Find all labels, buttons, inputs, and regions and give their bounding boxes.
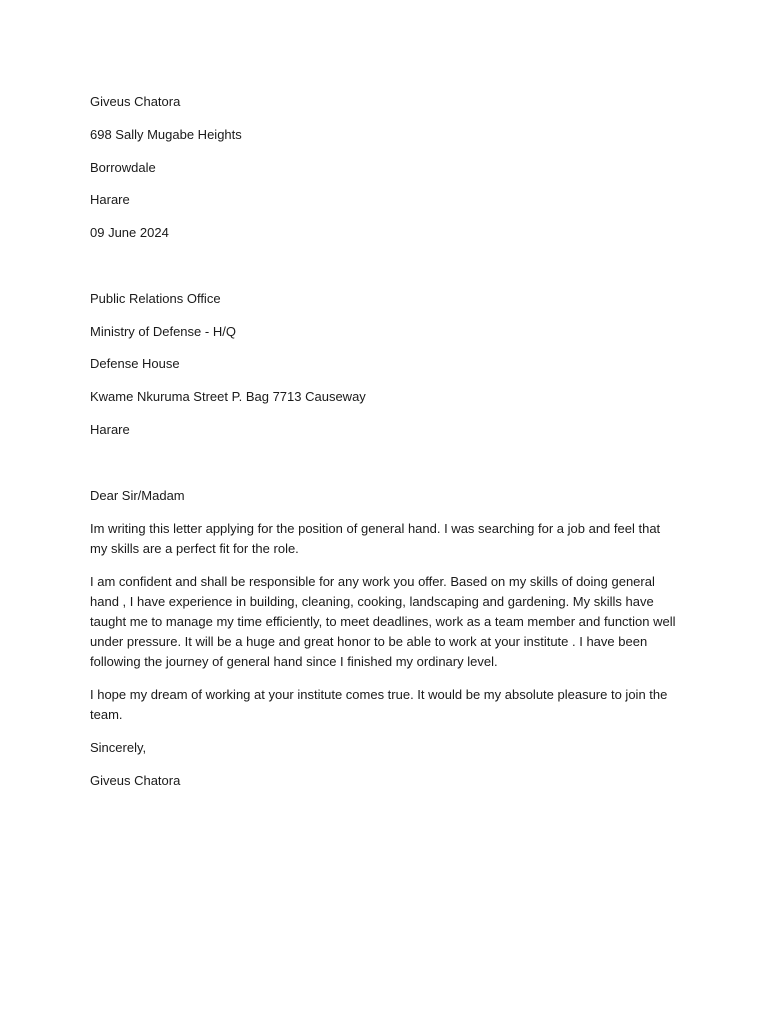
sender-city: Harare (90, 192, 130, 207)
sender-address-line2: Borrowdale (90, 160, 156, 175)
closing: Sincerely, (90, 740, 147, 755)
sender-address-line1: 698 Sally Mugabe Heights (90, 127, 242, 142)
recipient-building: Defense House (90, 356, 180, 371)
salutation: Dear Sir/Madam (90, 488, 185, 503)
body-paragraph-1: Im writing this letter applying for the position of general hand. I was searching for a job and feel that my skills are a perfect fit for the role. (90, 521, 661, 556)
recipient-ministry: Ministry of Defense - H/Q (90, 324, 236, 339)
sender-name: Giveus Chatora (90, 94, 181, 109)
recipient-office: Public Relations Office (90, 291, 221, 306)
letter-date: 09 June 2024 (90, 225, 169, 240)
recipient-street: Kwame Nkuruma Street P. Bag 7713 Causeway (90, 389, 366, 404)
body-paragraph-2: I am confident and shall be responsible for any work you offer. Based on my skills of doing general hand , I have experience in building, cleaning, cooking, landscaping and gardening. My skills have taught me to manage my time efficiently, to meet deadlines, work as a team member and function well under pressure. It will be a huge and great honor to be able to work at your institute . I have been following the journey of general hand since I finished my ordinary level. (90, 574, 676, 669)
recipient-city: Harare (90, 422, 130, 437)
body-paragraph-3: I hope my dream of working at your institute comes true. It would be my absolute pleasure to join the team. (90, 687, 668, 722)
signature-name: Giveus Chatora (90, 773, 181, 788)
